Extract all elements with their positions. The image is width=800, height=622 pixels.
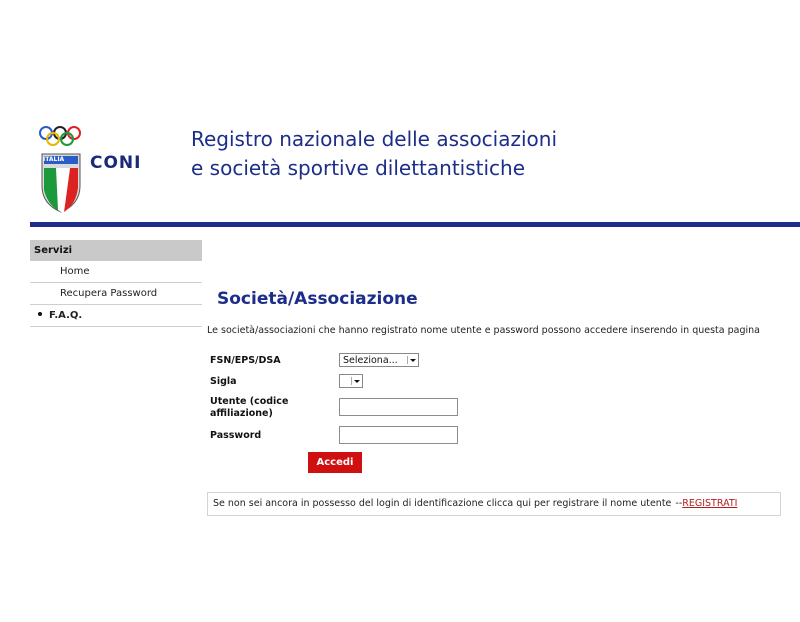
register-box xyxy=(207,492,781,516)
fsn-select-value: Seleziona... xyxy=(343,355,398,366)
register-link[interactable]: REGISTRATI xyxy=(682,498,738,509)
password-label: Password xyxy=(210,430,262,441)
fsn-select[interactable] xyxy=(339,353,419,367)
chevron-down-icon xyxy=(407,356,416,364)
sidebar xyxy=(30,240,202,327)
password-input[interactable] xyxy=(339,426,458,444)
italia-badge-text: ITALIA xyxy=(43,156,65,163)
sidebar-item-label: Home xyxy=(60,266,90,277)
bullet-icon xyxy=(38,312,42,316)
register-separator: -- xyxy=(675,498,683,509)
site-title-line1: Registro nazionale delle associazioni xyxy=(191,127,558,151)
register-text: Se non sei ancora in possesso del login di identificazione clicca qui per registrare il nome utente xyxy=(213,498,672,509)
header-divider xyxy=(30,222,800,227)
utente-label xyxy=(210,396,288,420)
fsn-label: FSN/EPS/DSA xyxy=(210,355,281,366)
utente-label-line2: affiliazione) xyxy=(210,408,273,419)
sidebar-item-faq[interactable] xyxy=(30,305,202,327)
sigla-label: Sigla xyxy=(210,376,237,387)
sidebar-item-recupera-password[interactable] xyxy=(30,283,202,305)
intro-text: Le società/associazioni che hanno registrato nome utente e password possono accedere inserendo in questa pagina xyxy=(207,325,760,336)
coni-wordmark: CONI xyxy=(90,153,142,173)
utente-input[interactable] xyxy=(339,398,458,416)
accedi-button[interactable]: Accedi xyxy=(308,452,362,473)
sidebar-heading: Servizi xyxy=(30,240,202,261)
site-title-line2: e società sportive dilettantistiche xyxy=(191,156,526,180)
sidebar-item-label: Recupera Password xyxy=(60,288,158,299)
utente-label-line1: Utente (codice xyxy=(210,396,289,407)
chevron-down-icon xyxy=(351,377,360,385)
sidebar-item-home[interactable] xyxy=(30,261,202,283)
sidebar-item-label: F.A.Q. xyxy=(49,310,83,321)
sigla-select[interactable] xyxy=(339,374,363,388)
olympic-rings-icon xyxy=(40,127,80,145)
page-title: Società/Associazione xyxy=(217,289,418,309)
